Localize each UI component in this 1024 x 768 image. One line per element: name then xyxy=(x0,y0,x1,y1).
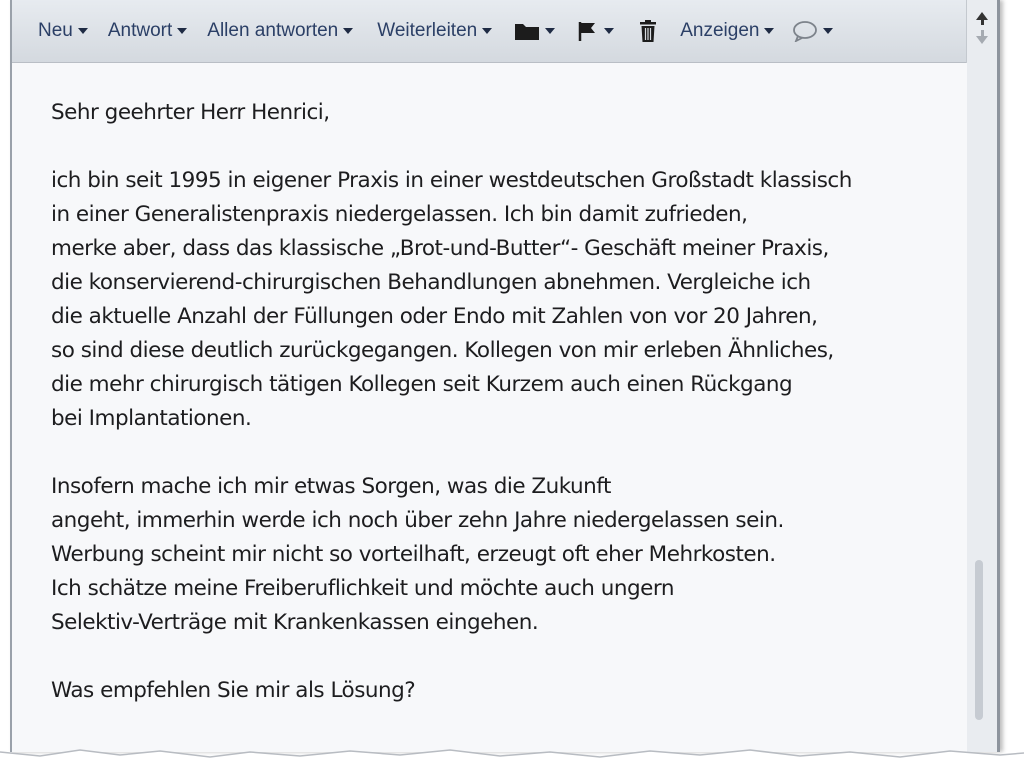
scroll-down-arrow-icon[interactable] xyxy=(976,36,988,44)
paragraph-line: Ich schätze meine Freiberuflichkeit und möchte auch ungern xyxy=(51,576,674,601)
paragraph-line: merke aber, dass das klassische „Brot-und-Butter“- Geschäft meiner Praxis, xyxy=(51,236,829,261)
paragraph-line: in einer Generalistenpraxis niedergelassen. Ich bin damit zufrieden, xyxy=(51,202,748,227)
paragraph-line: angeht, immerhin werde ich noch über zehn Jahre niedergelassen sein. xyxy=(51,508,784,533)
reply-all-button[interactable] xyxy=(207,20,353,42)
chevron-down-icon xyxy=(482,28,492,34)
flag-icon xyxy=(577,20,599,42)
new-button[interactable] xyxy=(38,20,88,42)
folder-icon xyxy=(514,21,540,41)
paragraph-line: Selektiv-Verträge mit Krankenkassen eingehen. xyxy=(51,610,539,635)
paragraph-line: bei Implantationen. xyxy=(51,406,252,431)
reply-button-label: Antwort xyxy=(107,20,173,41)
chevron-down-icon xyxy=(604,28,614,34)
scroll-up-stem xyxy=(981,19,984,25)
paragraph-line: die aktuelle Anzahl der Füllungen oder Endo mit Zahlen von vor 20 Jahren, xyxy=(51,304,818,329)
trash-icon xyxy=(638,19,658,43)
move-folder-button[interactable] xyxy=(514,21,555,41)
paragraph-line: die mehr chirurgisch tätigen Kollegen seit Kurzem auch einen Rückgang xyxy=(51,372,793,397)
paragraph-line: Werbung scheint mir nicht so vorteilhaft, erzeugt oft eher Mehrkosten. xyxy=(51,542,776,567)
flag-button[interactable] xyxy=(577,20,614,42)
torn-paper-edge xyxy=(0,738,1024,768)
new-button-label: Neu xyxy=(38,20,73,41)
view-button-label: Anzeigen xyxy=(680,20,760,41)
paragraph-gap xyxy=(51,130,971,164)
closing-line: Was empfehlen Sie mir als Lösung? xyxy=(51,678,416,703)
chevron-down-icon xyxy=(764,28,774,34)
message-text xyxy=(51,96,971,708)
paragraph-line: die konservierend-chirurgischen Behandlungen abnehmen. Vergleiche ich xyxy=(51,270,811,295)
chevron-down-icon xyxy=(343,28,353,34)
view-button[interactable] xyxy=(680,20,774,42)
chevron-down-icon xyxy=(177,28,187,34)
paragraph-gap xyxy=(51,436,971,470)
speech-bubble-icon xyxy=(792,20,818,42)
chevron-down-icon xyxy=(545,28,555,34)
forward-button-label: Weiterleiten xyxy=(377,20,478,41)
forward-button[interactable] xyxy=(377,20,492,42)
paragraph-line: so sind diese deutlich zurückgegangen. Kollegen von mir erleben Ähnliches, xyxy=(51,338,834,363)
greeting-line: Sehr geehrter Herr Henrici, xyxy=(51,100,330,125)
reply-button[interactable] xyxy=(108,20,187,42)
chat-button[interactable] xyxy=(792,20,833,42)
mail-toolbar xyxy=(12,0,967,63)
paragraph-line: ich bin seit 1995 in eigener Praxis in einer westdeutschen Großstadt klassisch xyxy=(51,168,852,193)
chevron-down-icon xyxy=(823,28,833,34)
scrollbar-thumb[interactable] xyxy=(975,560,983,720)
paragraph-line: Insofern mache ich mir etwas Sorgen, was die Zukunft xyxy=(51,474,611,499)
reply-all-button-label: Allen antworten xyxy=(207,20,339,41)
delete-button[interactable] xyxy=(638,19,658,43)
paragraph-gap xyxy=(51,640,971,674)
chevron-down-icon xyxy=(78,28,88,34)
